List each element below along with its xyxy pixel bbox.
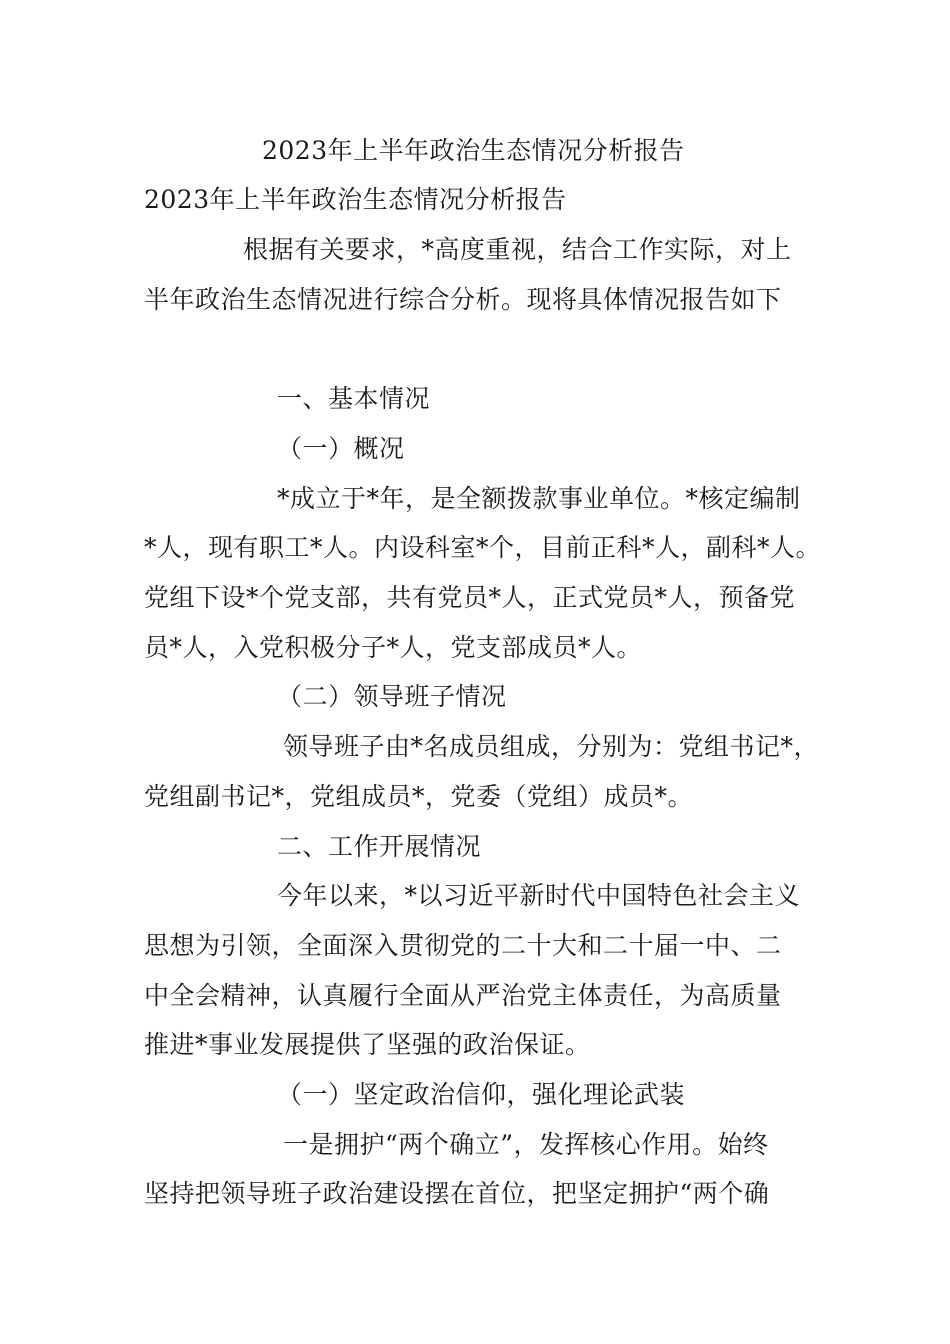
subsection-heading: （二）领导班子情况 [277, 682, 507, 711]
section-heading: 二、工作开展情况 [277, 832, 482, 861]
paragraph-line: 党组副书记*，党组成员*，党委（党组）成员*。 [144, 782, 694, 811]
paragraph-line: 领导班子由*名成员组成，分别为：党组书记*， [283, 732, 820, 761]
paragraph-line: 中全会精神，认真履行全面从严治党主体责任，为高质量 [144, 981, 782, 1010]
intro-line: 半年政治生态情况进行综合分析。现将具体情况报告如下 [144, 285, 782, 314]
document-title: 2023年上半年政治生态情况分析报告 [262, 136, 685, 165]
paragraph-line: 党组下设*个党支部，共有党员*人，正式党员*人，预备党 [144, 583, 796, 612]
paragraph-line: *人，现有职工*人。内设科室*个，目前正科*人，副科*人。 [144, 533, 822, 562]
section-heading: 一、基本情况 [277, 384, 431, 413]
paragraph-line: *成立于*年，是全额拨款事业单位。*核定编制 [277, 484, 801, 513]
document-subtitle: 2023年上半年政治生态情况分析报告 [144, 185, 567, 214]
subsection-heading: （一）坚定政治信仰，强化理论武装 [277, 1080, 686, 1109]
paragraph-line: 推进*事业发展提供了坚强的政治保证。 [144, 1030, 591, 1059]
paragraph-line: 坚持把领导班子政治建设摆在首位，把坚定拥护“两个确 [144, 1179, 770, 1208]
paragraph-line: 员*人，入党积极分子*人，党支部成员*人。 [144, 633, 643, 662]
paragraph-line: 今年以来，*以习近平新时代中国特色社会主义 [277, 881, 801, 910]
paragraph-line: 一是拥护“两个确立”，发挥核心作用。始终 [283, 1130, 769, 1159]
subsection-heading: （一）概况 [277, 434, 405, 463]
intro-line: 根据有关要求，*高度重视，结合工作实际，对上 [243, 235, 792, 264]
paragraph-line: 思想为引领，全面深入贯彻党的二十大和二十届一中、二 [144, 931, 782, 960]
